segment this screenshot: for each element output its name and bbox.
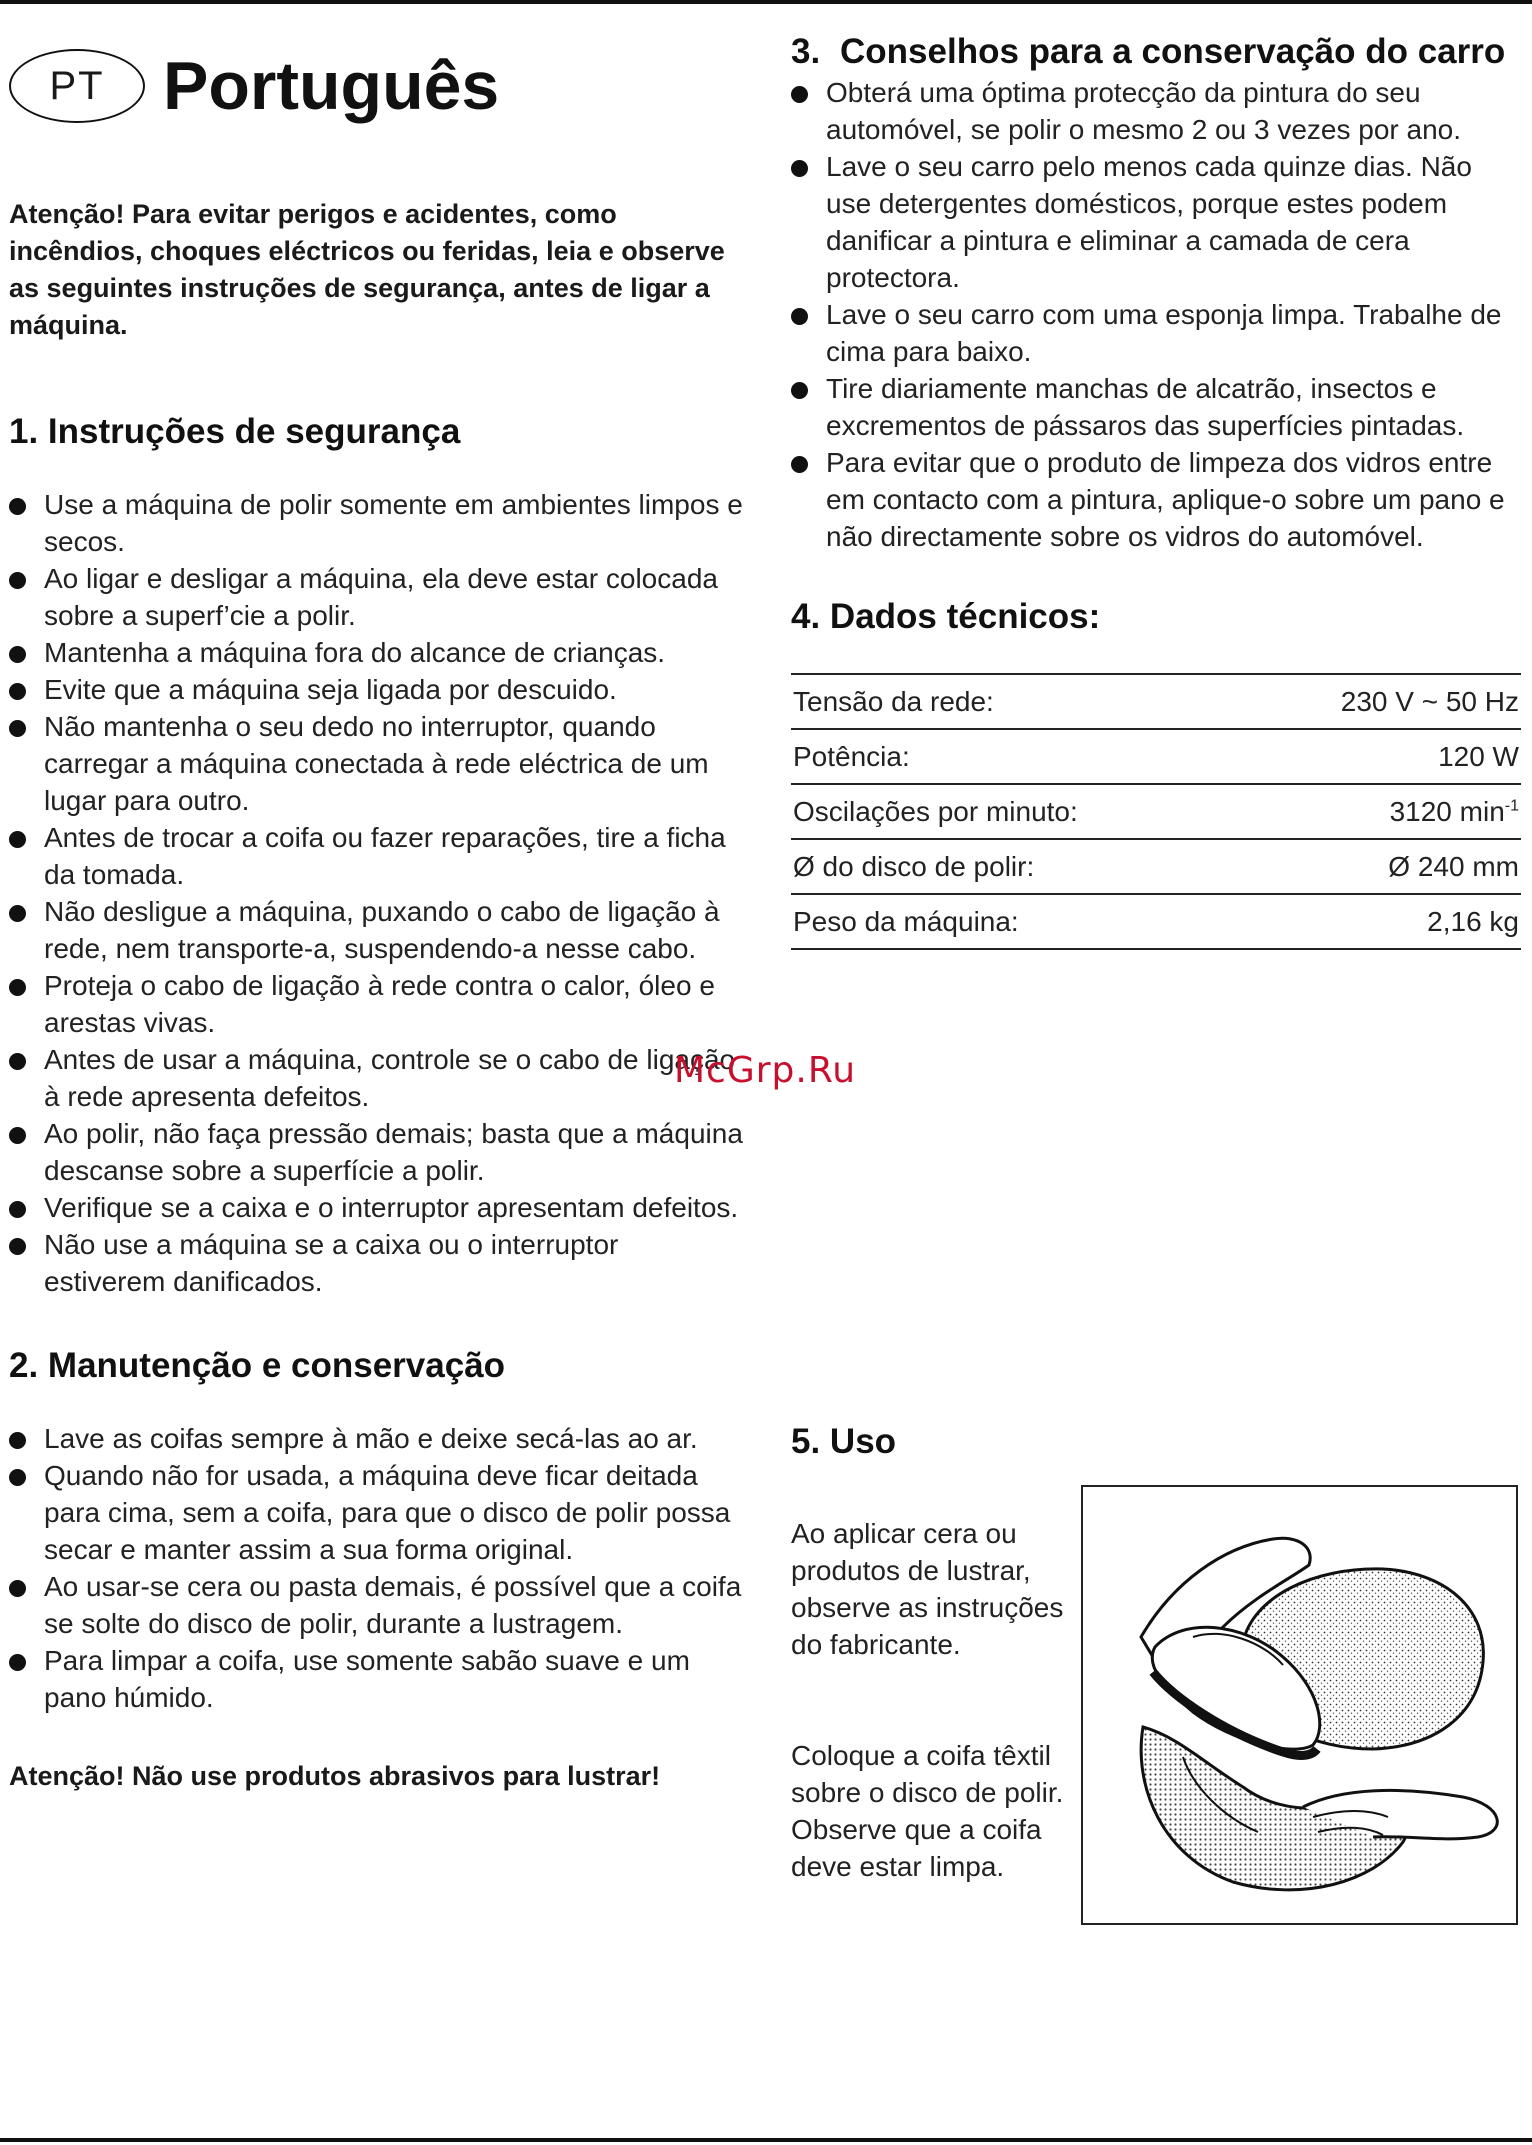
car-care-list — [791, 74, 1521, 555]
list-item: Ao polir, não faça pressão demais; basta que a máquina descanse sobre a superfície a polir. — [9, 1115, 744, 1189]
bullet-icon — [791, 456, 808, 473]
table-row — [791, 729, 1521, 784]
section-5-title: 5. Uso — [791, 1422, 897, 1461]
list-item: Quando não for usada, a máquina deve ficar deitada para cima, sem a coifa, para que o disco de polir possa secar e manter assim a sua forma original. — [9, 1457, 744, 1568]
table-row — [791, 839, 1521, 894]
list-item: Obterá uma óptima protecção da pintura do seu automóvel, se polir o mesmo 2 ou 3 vezes por ano. — [791, 74, 1521, 148]
table-row — [791, 674, 1521, 729]
abrasive-warning: Atenção! Não use produtos abrasivos para lustrar! — [9, 1761, 661, 1791]
safety-list — [9, 486, 744, 1300]
list-item: Ao usar-se cera ou pasta demais, é possível que a coifa se solte do disco de polir, durante a lustragem. — [9, 1568, 744, 1642]
table-cell-label: Peso da máquina: — [791, 894, 1239, 949]
table-cell-label: Tensão da rede: — [791, 674, 1239, 729]
list-item: Mantenha a máquina fora do alcance de crianças. — [9, 634, 744, 671]
list-item: Evite que a máquina seja ligada por descuido. — [9, 671, 744, 708]
section-3-number: 3. — [791, 32, 821, 71]
table-cell-value: 3120 $\min^{-1}$ — [1239, 784, 1521, 839]
table-row — [791, 894, 1521, 949]
list-item: Não desligue a máquina, puxando o cabo de ligação à rede, nem transporte-a, suspendendo-a nesse cabo. — [9, 893, 744, 967]
bullet-icon — [9, 1053, 26, 1070]
list-item: Antes de usar a máquina, controle se o cabo de ligação à rede apresenta defeitos. — [9, 1041, 744, 1115]
bullet-icon — [791, 382, 808, 399]
right-column — [791, 30, 1521, 1882]
bullet-icon — [9, 979, 26, 996]
bullet-icon — [9, 498, 26, 515]
list-item: Tire diariamente manchas de alcatrão, insectos e excrementos de pássaros das superfícies pintadas. — [791, 370, 1521, 444]
bullet-icon — [9, 1127, 26, 1144]
list-item: Para evitar que o produto de limpeza dos vidros entre em contacto com a pintura, aplique-o sobre um pano e não directamente sobre os vidros do automóvel. — [791, 444, 1521, 555]
bullet-icon — [791, 308, 808, 325]
table-cell-value: Ø 240 mm — [1239, 839, 1521, 894]
list-item: Não use a máquina se a caixa ou o interruptor estiverem danificados. — [9, 1226, 744, 1300]
table-cell-value: 230 V ~ 50 Hz — [1239, 674, 1521, 729]
bullet-icon — [9, 1654, 26, 1671]
bottom-rule — [0, 2138, 1532, 2142]
language-title: Português — [163, 48, 500, 124]
list-item: Ao ligar e desligar a máquina, ela deve estar colocada sobre a superf’cie a polir. — [9, 560, 744, 634]
section-2-title: 2. Manutenção e conservação — [9, 1346, 506, 1385]
section-3-title — [791, 30, 1521, 74]
bullet-icon — [9, 646, 26, 663]
table-cell-label: Potência: — [791, 729, 1239, 784]
intro-warning: Atenção! Para evitar perigos e acidentes, como incêndios, choques eléctricos ou feridas, leia e observe as seguintes instruções de segurança, antes de ligar a máquina. — [9, 199, 725, 340]
table-cell-label: Oscilações por minuto: — [791, 784, 1239, 839]
usage-paragraph: Coloque a coifa têxtil sobre o disco de polir. Observe que a coifa deve estar limpa. — [791, 1740, 1064, 1882]
language-code-badge: PT — [9, 49, 145, 123]
bullet-icon — [791, 86, 808, 103]
section-3-heading: Conselhos para a conservação do carro — [840, 32, 1506, 71]
bullet-icon — [9, 720, 26, 737]
table-cell-label: Ø do disco de polir: — [791, 839, 1239, 894]
list-item: Verifique se a caixa e o interruptor apresentam defeitos. — [9, 1189, 744, 1226]
list-item: Não mantenha o seu dedo no interruptor, quando carregar a máquina conectada à rede eléctrica de um lugar para outro. — [9, 708, 744, 819]
list-item: Proteja o cabo de ligação à rede contra o calor, óleo e arestas vivas. — [9, 967, 744, 1041]
section-4-title: 4. Dados técnicos: — [791, 597, 1101, 636]
polisher-illustration — [1081, 1485, 1518, 1925]
bullet-icon — [9, 831, 26, 848]
left-column — [9, 40, 744, 1795]
bullet-icon — [791, 160, 808, 177]
maintenance-list — [9, 1420, 744, 1716]
bullet-icon — [9, 1238, 26, 1255]
bullet-icon — [9, 683, 26, 700]
usage-paragraph: Ao aplicar cera ou produtos de lustrar, observe as instruções do fabricante. — [791, 1518, 1064, 1660]
language-header — [9, 40, 744, 132]
bullet-icon — [9, 1580, 26, 1597]
list-item: Lave as coifas sempre à mão e deixe secá-las ao ar. — [9, 1420, 744, 1457]
bullet-icon — [9, 905, 26, 922]
usage-text — [791, 1515, 1071, 1885]
list-item: Use a máquina de polir somente em ambientes limpos e secos. — [9, 486, 744, 560]
bullet-icon — [9, 1432, 26, 1449]
table-row — [791, 784, 1521, 839]
section-1-title: 1. Instruções de segurança — [9, 412, 461, 451]
table-cell-value: 120 W — [1239, 729, 1521, 784]
bullet-icon — [9, 1469, 26, 1486]
table-cell-value: 2,16 kg — [1239, 894, 1521, 949]
list-item: Antes de trocar a coifa ou fazer reparações, tire a ficha da tomada. — [9, 819, 744, 893]
top-rule — [0, 0, 1532, 4]
list-item: Lave o seu carro pelo menos cada quinze dias. Não use detergentes domésticos, porque estes podem danificar a pintura e eliminar a camada de cera protectora. — [791, 148, 1521, 296]
list-item: Para limpar a coifa, use somente sabão suave e um pano húmido. — [9, 1642, 744, 1716]
watermark-text: McGrp.Ru — [674, 1050, 857, 1091]
list-item: Lave o seu carro com uma esponja limpa. Trabalhe de cima para baixo. — [791, 296, 1521, 370]
technical-data-table — [791, 673, 1521, 950]
unit-exponent: -1 — [1504, 797, 1519, 815]
polisher-hands-drawing — [1083, 1487, 1516, 1923]
bullet-icon — [9, 1201, 26, 1218]
bullet-icon — [9, 572, 26, 589]
